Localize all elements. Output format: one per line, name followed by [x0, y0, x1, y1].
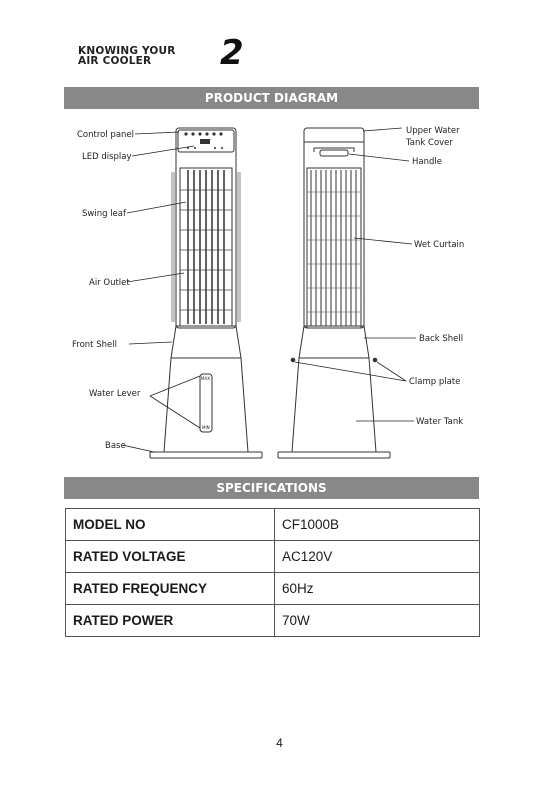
swing-leaf-louvers	[188, 170, 224, 324]
min-mark: MIN	[202, 425, 210, 430]
spec-key: RATED FREQUENCY	[66, 573, 275, 605]
label-base: Base	[105, 441, 126, 451]
chapter-title	[78, 46, 176, 66]
spec-key: MODEL NO	[66, 509, 275, 541]
specifications-table	[65, 508, 480, 637]
label-upper-cover-line1: Upper Water	[406, 126, 460, 136]
label-air-outlet: Air Outlet	[89, 278, 130, 288]
label-control-panel: Control panel	[77, 130, 135, 140]
table-row	[66, 541, 480, 573]
table-row	[66, 509, 480, 541]
label-handle: Handle	[412, 157, 442, 167]
water-level-window	[200, 374, 212, 432]
spec-value: 70W	[275, 605, 480, 637]
label-swing-leaf: Swing leaf	[82, 209, 126, 219]
spec-value: 60Hz	[275, 573, 480, 605]
table-row	[66, 605, 480, 637]
chapter-number: 2	[220, 33, 244, 73]
spec-value: CF1000B	[275, 509, 480, 541]
label-upper-cover-line2: Tank Cover	[406, 138, 453, 148]
chapter-title-line2: AIR COOLER	[78, 55, 152, 67]
table-row	[66, 573, 480, 605]
specifications-heading: SPECIFICATIONS	[64, 477, 479, 499]
label-back-shell: Back Shell	[419, 334, 464, 344]
label-clamp-plate: Clamp plate	[409, 377, 461, 387]
max-mark: MAX	[201, 376, 210, 381]
label-led-display: LED display	[82, 152, 132, 162]
product-diagram	[64, 112, 479, 472]
label-wet-curtain: Wet Curtain	[414, 240, 465, 250]
wet-curtain-horizontal	[307, 192, 361, 312]
spec-key: RATED VOLTAGE	[66, 541, 275, 573]
label-water-lever: Water Lever	[89, 389, 141, 399]
product-diagram-heading: PRODUCT DIAGRAM	[64, 87, 479, 109]
label-front-shell: Front Shell	[72, 340, 117, 350]
spec-key: RATED POWER	[66, 605, 275, 637]
label-water-tank: Water Tank	[416, 417, 464, 427]
spec-value: AC120V	[275, 541, 480, 573]
wet-curtain-grid	[311, 170, 356, 326]
chapter-title-line1: KNOWING YOUR	[78, 45, 176, 57]
page-number: 4	[276, 736, 283, 750]
back-view-unit	[278, 128, 390, 458]
